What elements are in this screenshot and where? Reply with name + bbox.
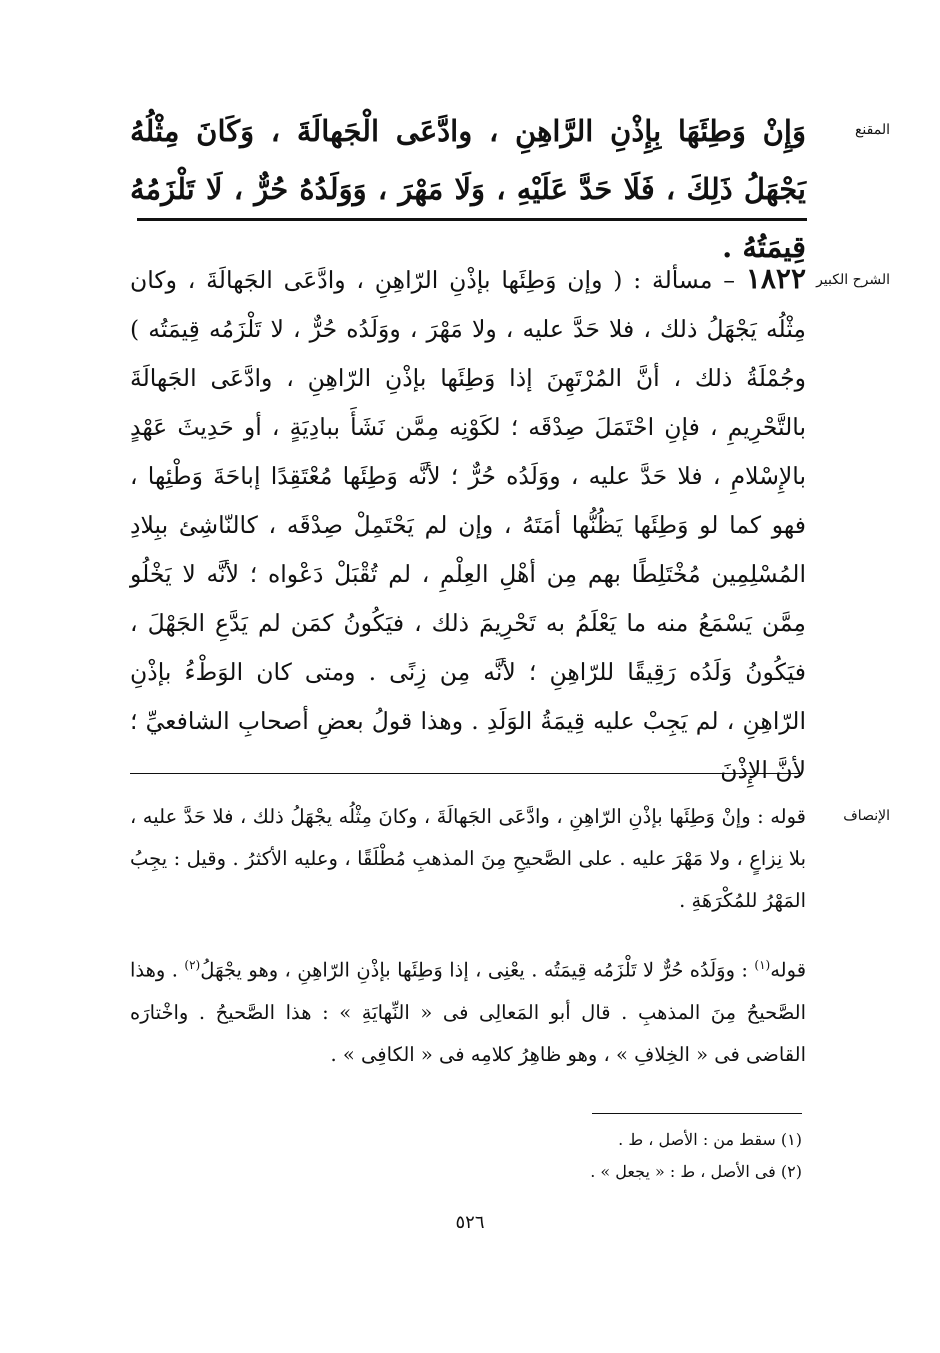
footnote-2: (٢) فى الأصل ، ط : « يجعل » .: [590, 1162, 802, 1181]
page-number: ٥٢٦: [455, 1212, 485, 1233]
footnote-ref-1: (١): [754, 958, 771, 972]
section-label-insaf: الإنصاف: [843, 808, 890, 824]
footnote-divider: [592, 1113, 802, 1114]
section-divider-thin: [130, 773, 802, 774]
section-label-sharh: الشرح الكبير: [816, 272, 890, 288]
insaf-paragraph-2: [130, 944, 806, 1076]
footnote-ref-2: (٢): [184, 958, 201, 972]
insaf-p2-rest: . وهذا الصَّحيحُ مِنَ المذهبِ . قال أبو المَعالِى فى « النِّهايَةِ » : هذا الصَّحيحُ . واخْتارَه القاضى فى « الخِلافِ » ، وهو ظاهِرُ كلامِه فى « الكافِى » .: [130, 958, 806, 1066]
issue-number: ١٨٢٢: [745, 262, 806, 295]
section-divider-thick: [137, 218, 807, 221]
insaf-p2-lead: قوله: [770, 958, 807, 982]
insaf-paragraph-1: قوله : وإنْ وَطِئَها بإذْنِ الرّاهِنِ ، وادَّعَى الجَهالَةَ ، وكانَ مِثْلُه يجْهَلُ ذلك ، فلا حَدَّ عليه ، بلا نِزاعٍ ، ولا مَهْرَ عليه . على الصَّحيحِ مِنَ المذهبِ مُطْلَقًا ، وعليه الأكثرُ . وقيل : يجِبُ المَهْرُ للمُكْرَهَةِ .: [130, 805, 806, 912]
insaf-p2-mid: : ووَلَدُه حُرٌّ لا تَلْزَمُه قِيمَتُه . يعْنِى ، إذا وَطِئَها بإذْنِ الرّاهِنِ ، وهو يجْهَلُ: [200, 958, 755, 982]
section-label-muqni: المقنع: [854, 122, 890, 138]
muqni-text: وَإِنْ وَطِئَهَا بِإِذْنِ الرَّاهِنِ ، وادَّعَى الْجَهالَةَ ، وَكَانَ مِثْلُهُ يَجْهَلُ ذَلِكَ ، فَلَا حَدَّ عَلَيْهِ ، وَلَا مَهْرَ ، وَوَلَدُهُ حُرٌّ ، لَا تَلْزَمُهُ قِيمَتُهُ .: [130, 114, 806, 264]
footnote-1: (١) سقط من : الأصل ، ط .: [618, 1130, 802, 1149]
sharh-body: – مسألة : ( وإن وَطِئَها بإذْنِ الرّاهِنِ ، وادَّعَى الجَهالَةَ ، وكان مِثْلُه يَجْهَلُ ذلك ، فلا حَدَّ عليه ، ولا مَهْرَ ، ووَلَدُه حُرٌّ ، لا تَلْزَمُه قِيمَتُه ) وجُمْلَةُ ذلك ، أنَّ المُرْتَهِنَ إذا وَطِئَها بإذْنِ الرّاهِنِ ، وادَّعَى الجَهالَةَ بالتَّحْرِيمِ ، فإنِ احْتَمَلَ صِدْقَه ؛ لكَوْنِه مِمَّن نَشَأَ ببادِيَةٍ ، أو حَدِيثَ عَهْدٍ بالإِسْلامِ ، فلا حَدَّ عليه ، ووَلَدُه حُرٌّ ؛ لأنَّه وَطِئَها مُعْتَقِدًا إباحَةَ وَطْئِها ، فهو كما لو وَطِئَها يَظُنُّها أمَتَهُ ، وإن لم يَحْتَمِلْ صِدْقَه ، كالنّاشِئ ببِلادِ المُسْلِمِين مُخْتَلِطًا بهم مِن أهْلِ العِلْمِ ، لم تُقْبَلْ دَعْواه ؛ لأنَّه لا يَخْلُو مِمَّن يَسْمَعُ منه ما يَعْلَمُ به تَحْرِيمَ ذلك ، فيَكُونُ كمَن لم يَدَّعِ الجَهْلَ ، فيَكُونُ وَلَدُه رَقِيقًا للرّاهِنِ ؛ لأنَّه مِن زِنًى . ومتى كان الوَطْءُ بإذْنِ الرّاهِنِ ، لم يَجِبْ عليه قِيمَةُ الوَلَدِ . وهذا قولُ بعضِ أصحابِ الشافعيِّ ؛ لأنَّ الإِذْنَ: [130, 266, 806, 784]
sharh-text: [130, 254, 806, 795]
